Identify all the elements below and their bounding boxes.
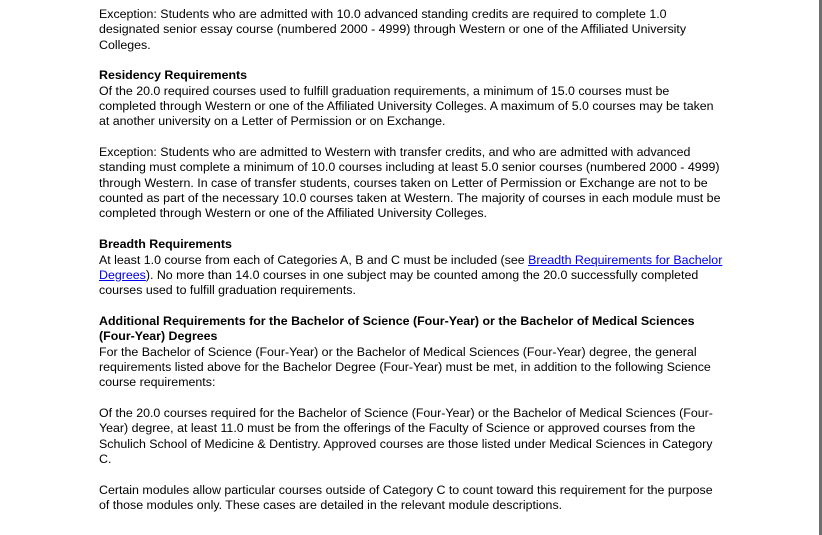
residency-section (99, 68, 725, 129)
additional-modules: Certain modules allow particular courses outside of Category C to count toward this requirement for the purpose of those modules only. These cases are detailed in the relevant module descriptions. (99, 482, 713, 512)
exception-paragraph: Exception: Students who are admitted with 10.0 advanced standing credits are required to complete 1.0 designated senior essay course (numbered 2000 - 4999) through Western or one of the Affiliated University Colleges. (99, 7, 687, 52)
breadth-body (99, 253, 725, 299)
residency-body: Of the 20.0 required courses used to fulfill graduation requirements, a minimum of 15.0 courses must be completed through Western or one of the Affiliated University Colleges. A maximum of 5.0 courses may be taken at another university on a Letter of Permission or on Exchange. (99, 83, 714, 129)
breadth-requirements-link[interactable]: Breadth Requirements for Bachelor Degrees (99, 252, 723, 282)
breadth-heading: Breadth Requirements (99, 237, 232, 252)
additional-section (99, 314, 725, 391)
breadth-section (99, 237, 725, 298)
additional-courses: Of the 20.0 courses required for the Bachelor of Science (Four-Year) or the Bachelor of Medical Sciences (Four-Year) degree, at least 11.0 must be from the offerings of the Faculty of Science or approved courses from the Schulich School of Medicine & Dentistry. Approved courses are those listed under Medical Sciences in Category C. (99, 405, 713, 466)
residency-heading: Residency Requirements (99, 68, 248, 83)
document-content (99, 7, 725, 529)
additional-heading: Additional Requirements for the Bachelor of Science (Four-Year) or the Bachelor of Medical Sciences (Four-Year) Degrees (99, 313, 695, 344)
breadth-body-end: ). No more than 14.0 courses in one subject may be counted among the 20.0 successfully completed courses used to fulfill graduation requirements. (99, 267, 699, 298)
residency-exception: Exception: Students who are admitted to Western with transfer credits, and who are admitted with advanced standing must complete a minimum of 10.0 courses including at least 5.0 senior courses (numbered 2000 - 4999) through Western. In case of transfer students, courses taken on Letter of Permission or Exchange are not to be counted as part of the necessary 10.0 courses taken at Western. The majority of courses in each module must be completed through Western or one of the Affiliated University Colleges. (99, 145, 721, 221)
additional-intro: For the Bachelor of Science (Four-Year) or the Bachelor of Medical Sciences (Four-Year) degree, the general requirements listed above for the Bachelor Degree (Four-Year) must be met, in addition to the following Science course requirements: (99, 344, 711, 390)
breadth-body-start: At least 1.0 course from each of Categories A, B and C must be included (see (99, 252, 529, 267)
